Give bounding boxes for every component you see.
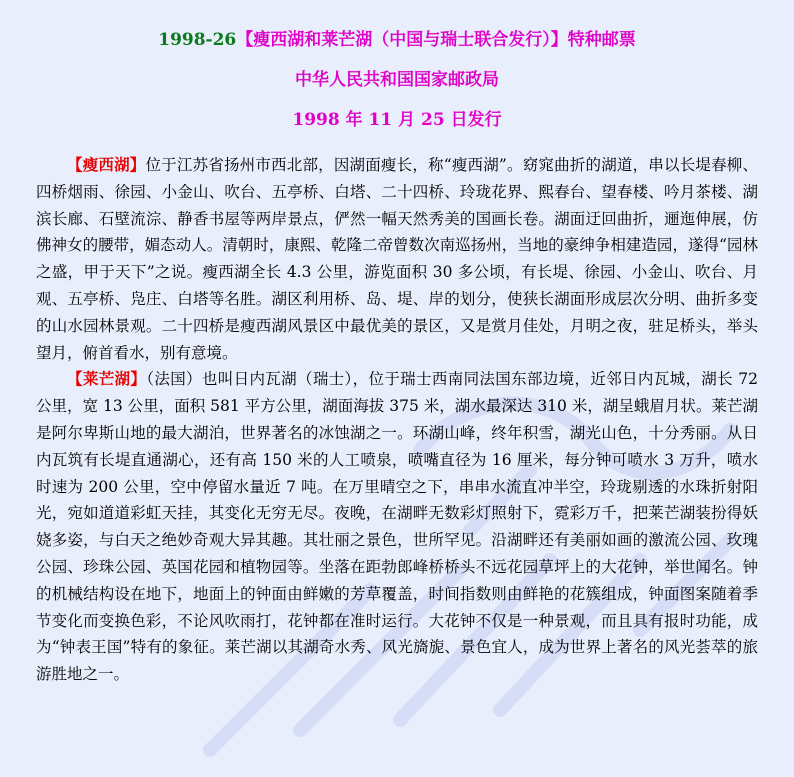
paragraph-slender-west-lake (36, 152, 758, 366)
stamp-name: 【瘦西湖和莱芒湖（中国与瑞士联合发行）】特种邮票 (236, 30, 636, 50)
paragraph-text: （法国）也叫日内瓦湖（瑞士），位于瑞士西南同法国东部边境，近邻日内瓦城，湖长 72 公里，宽 13 公里，面积 581 平方公里，湖面海拔 375 米，湖水最深达 310 米，湖呈蛾眉月状。莱芒湖是阿尔卑斯山地的最大湖泊，世界著名的冰蚀湖之一。环湖山峰，终年积雪，湖光山色，十分秀丽。从日内瓦筑有长堤直通湖心，还有高 150 米的人工喷泉，喷嘴直径为 16 厘米，每分钟可喷水 3 万升，喷水时速为 200 公里，空中停留水量近 7 吨。在万里晴空之下，串串水流直冲半空，玲珑剔透的水珠折射阳光，宛如道道彩虹天挂，其变化无穷无尽。夜晚，在湖畔无数彩灯照射下，霓彩万千，把莱芒湖装扮得妖娆多姿，与白天之绝妙奇观大异其趣。其壮丽之景色，世所罕见。沿湖畔还有美丽如画的激流公园、玫瑰公园、珍珠公园、英国花园和植物园等。坐落在距勃郎峰桥桥头不远花园草坪上的大花钟，举世闻名。钟的机械结构设在地下，地面上的钟面由鲜嫩的芳草覆盖，时间指数则由鲜艳的花簇组成，钟面图案随着季节变化而变换色彩，不论风吹雨打，花钟都在准时运行。大花钟不仅是一种景观，而且具有报时功能，成为“钟表王国”特有的象征。莱芒湖以其湖奇水秀、风光旖旎、景色宜人，成为世界上著名的风光荟萃的旅游胜地之一。 (36, 370, 758, 684)
issuer: 中华人民共和国国家邮政局 (295, 70, 499, 90)
paragraph-tag: 【莱芒湖】 (67, 369, 147, 389)
paragraph-lake-leman (36, 366, 758, 688)
paragraph-tag: 【瘦西湖】 (67, 155, 146, 174)
paragraph-text: 位于江苏省扬州市西北部，因湖面瘦长，称“瘦西湖”。窈窕曲折的湖道，串以长堤春柳、四桥烟雨、徐园、小金山、吹台、五亭桥、白塔、二十四桥、玲珑花界、熙春台、望春楼、吟月茶楼、湖滨长廊、石壁流淙、静香书屋等两岸景点，俨然一幅天然秀美的国画长卷。湖面迂回曲折，逦迤伸展，仿佛神女的腰带，媚态动人。清朝时，康熙、乾隆二帝曾数次南巡扬州，当地的豪绅争相建造园，遂得“园林之盛，甲于天下”之说。瘦西湖全长 4.3 公里，游览面积 30 多公顷，有长堤、徐园、小金山、吹台、月观、五亭桥、凫庄、白塔等名胜。湖区利用桥、岛、堤、岸的划分，使狭长湖面形成层次分明、曲折多变的山水园林景观。二十四桥是瘦西湖风景区中最优美的景区，又是赏月佳处，月明之夜，驻足桥头，举头望月，俯首看水，别有意境。 (36, 156, 758, 362)
issue-date: 1998 年 11 月 25 日发行 (292, 110, 502, 130)
article-body (36, 152, 758, 688)
stamp-code: 1998-26 (158, 30, 237, 50)
stamp-title (0, 30, 794, 50)
